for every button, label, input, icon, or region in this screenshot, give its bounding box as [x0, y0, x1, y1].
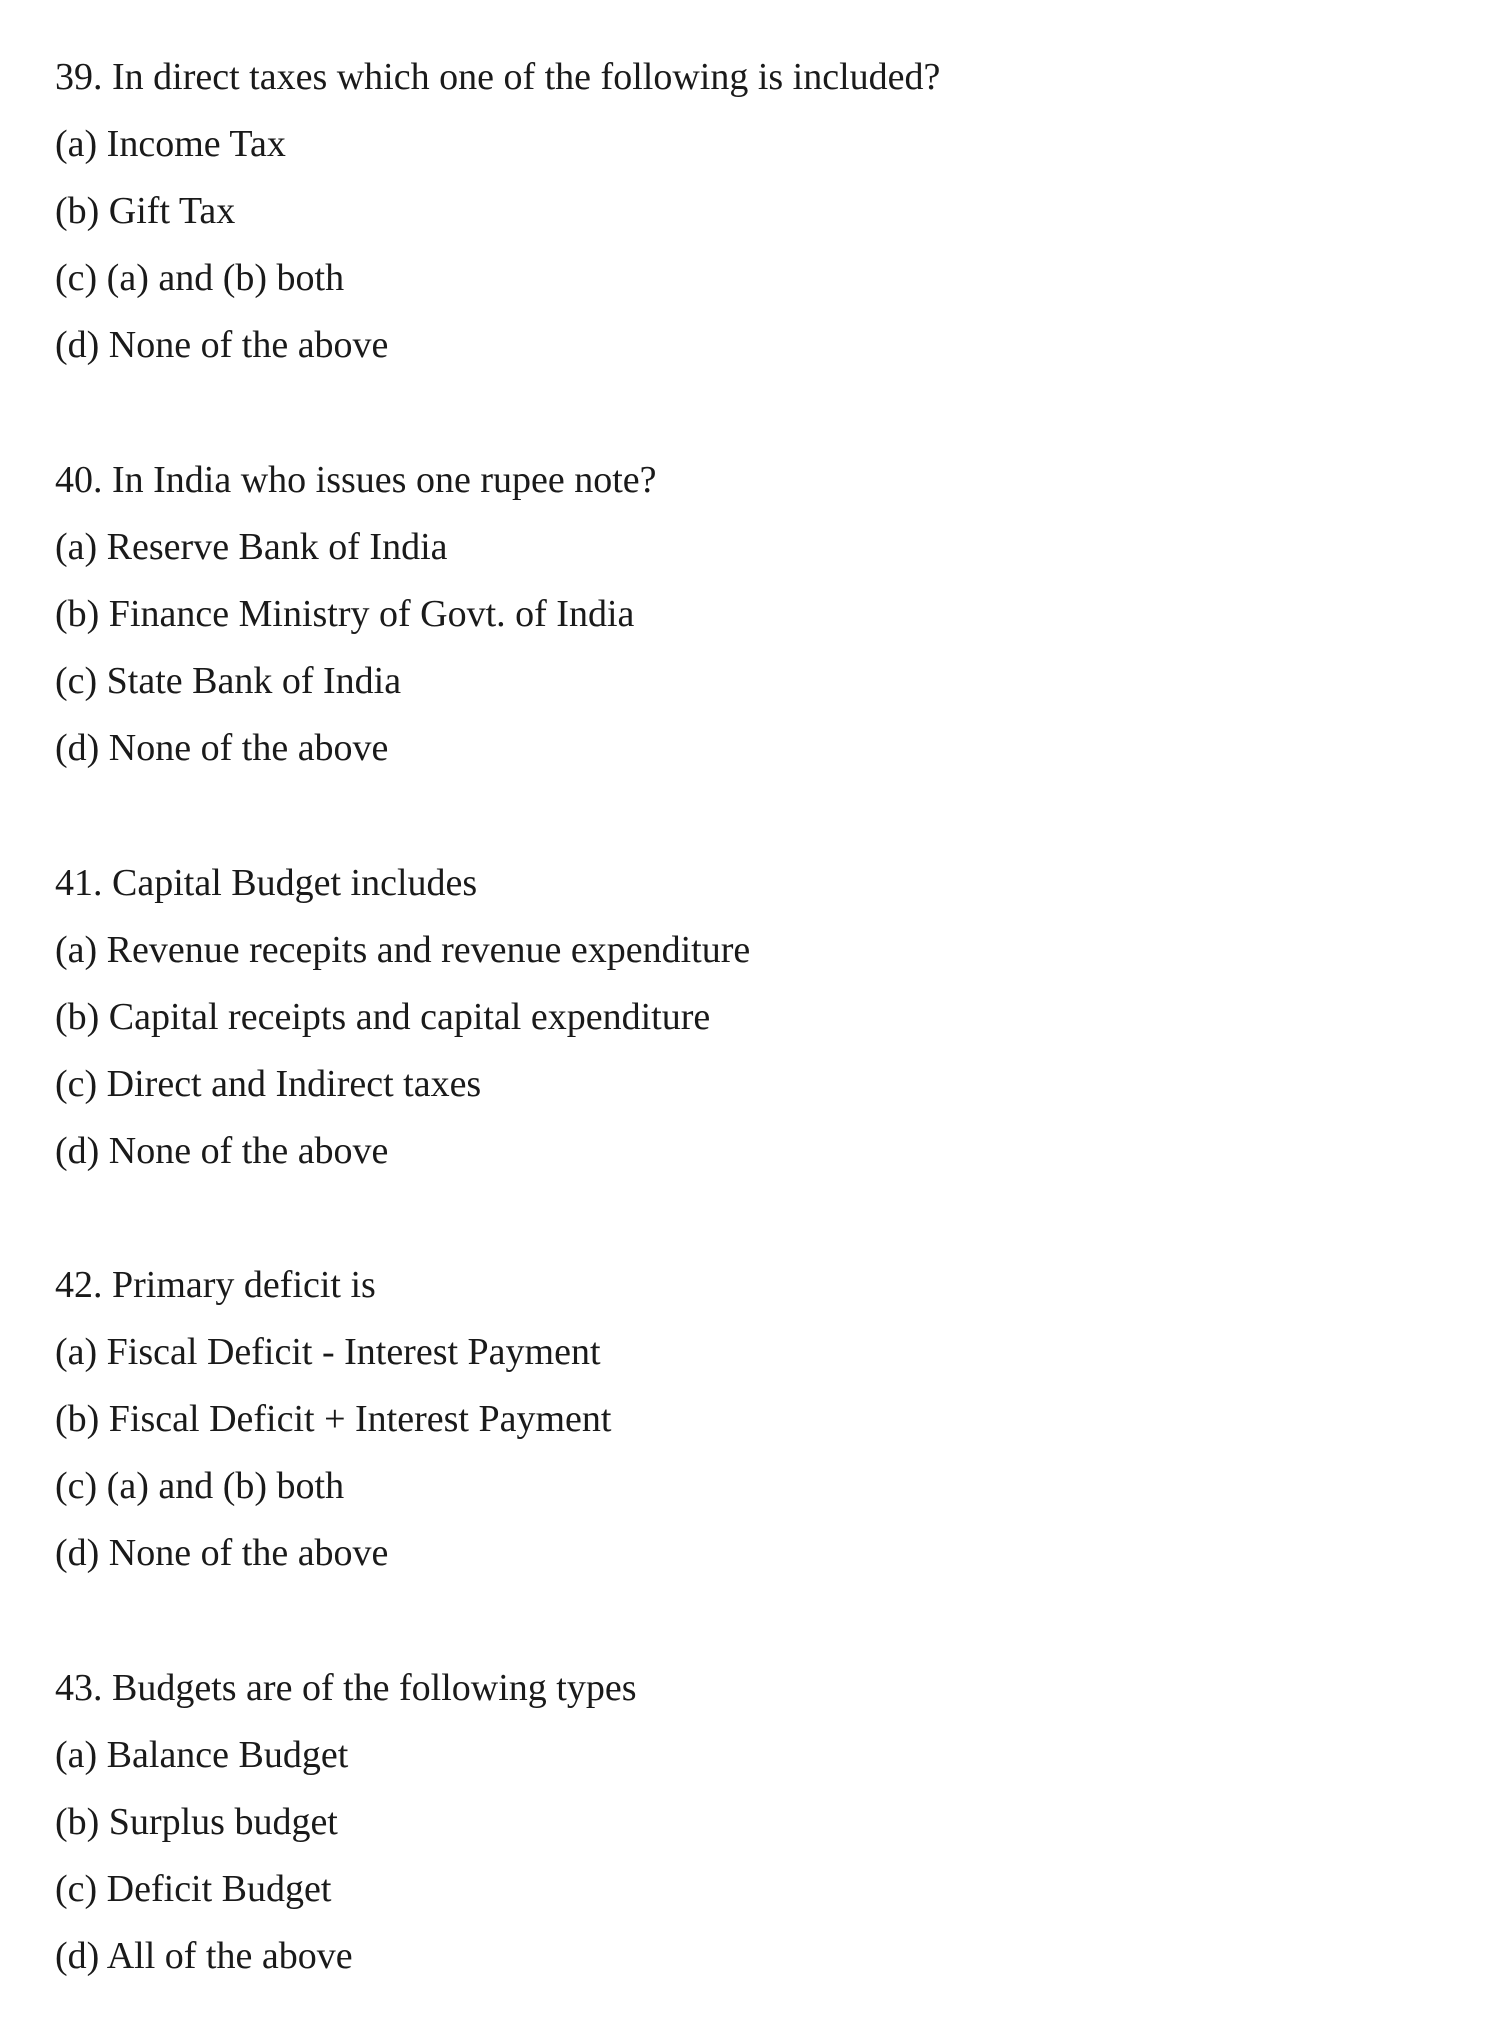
option-d: (d) None of the above [55, 1130, 389, 1172]
option-a: (a) Balance Budget [55, 1734, 349, 1776]
option-d: (d) None of the above [55, 727, 389, 769]
option-a: (a) Income Tax [55, 123, 286, 165]
option-c: (c) Direct and Indirect taxes [55, 1063, 482, 1105]
option-c: (c) Deficit Budget [55, 1868, 332, 1910]
question-text: 42. Primary deficit is [55, 1264, 376, 1306]
option-a: (a) Fiscal Deficit - Interest Payment [55, 1331, 601, 1373]
question-block-40 [55, 447, 1455, 782]
option-b: (b) Finance Ministry of Govt. of India [55, 593, 635, 635]
option-d: (d) All of the above [55, 1935, 353, 1977]
question-block-39 [55, 44, 1455, 379]
option-c: (c) (a) and (b) both [55, 257, 345, 299]
question-text: 40. In India who issues one rupee note? [55, 459, 657, 501]
option-a: (a) Revenue recepits and revenue expenditure [55, 929, 751, 971]
option-b: (b) Gift Tax [55, 190, 236, 232]
question-block-42 [55, 1252, 1455, 1587]
question-block-43 [55, 1655, 1455, 1990]
option-c: (c) (a) and (b) both [55, 1465, 345, 1507]
option-b: (b) Capital receipts and capital expenditure [55, 996, 711, 1038]
question-block-41 [55, 850, 1455, 1185]
option-c: (c) State Bank of India [55, 660, 402, 702]
option-d: (d) None of the above [55, 324, 389, 366]
option-b: (b) Surplus budget [55, 1801, 338, 1843]
question-text: 39. In direct taxes which one of the following is included? [55, 56, 941, 98]
question-text: 43. Budgets are of the following types [55, 1667, 637, 1709]
option-b: (b) Fiscal Deficit + Interest Payment [55, 1398, 612, 1440]
question-text: 41. Capital Budget includes [55, 862, 478, 904]
option-d: (d) None of the above [55, 1532, 389, 1574]
option-a: (a) Reserve Bank of India [55, 526, 448, 568]
